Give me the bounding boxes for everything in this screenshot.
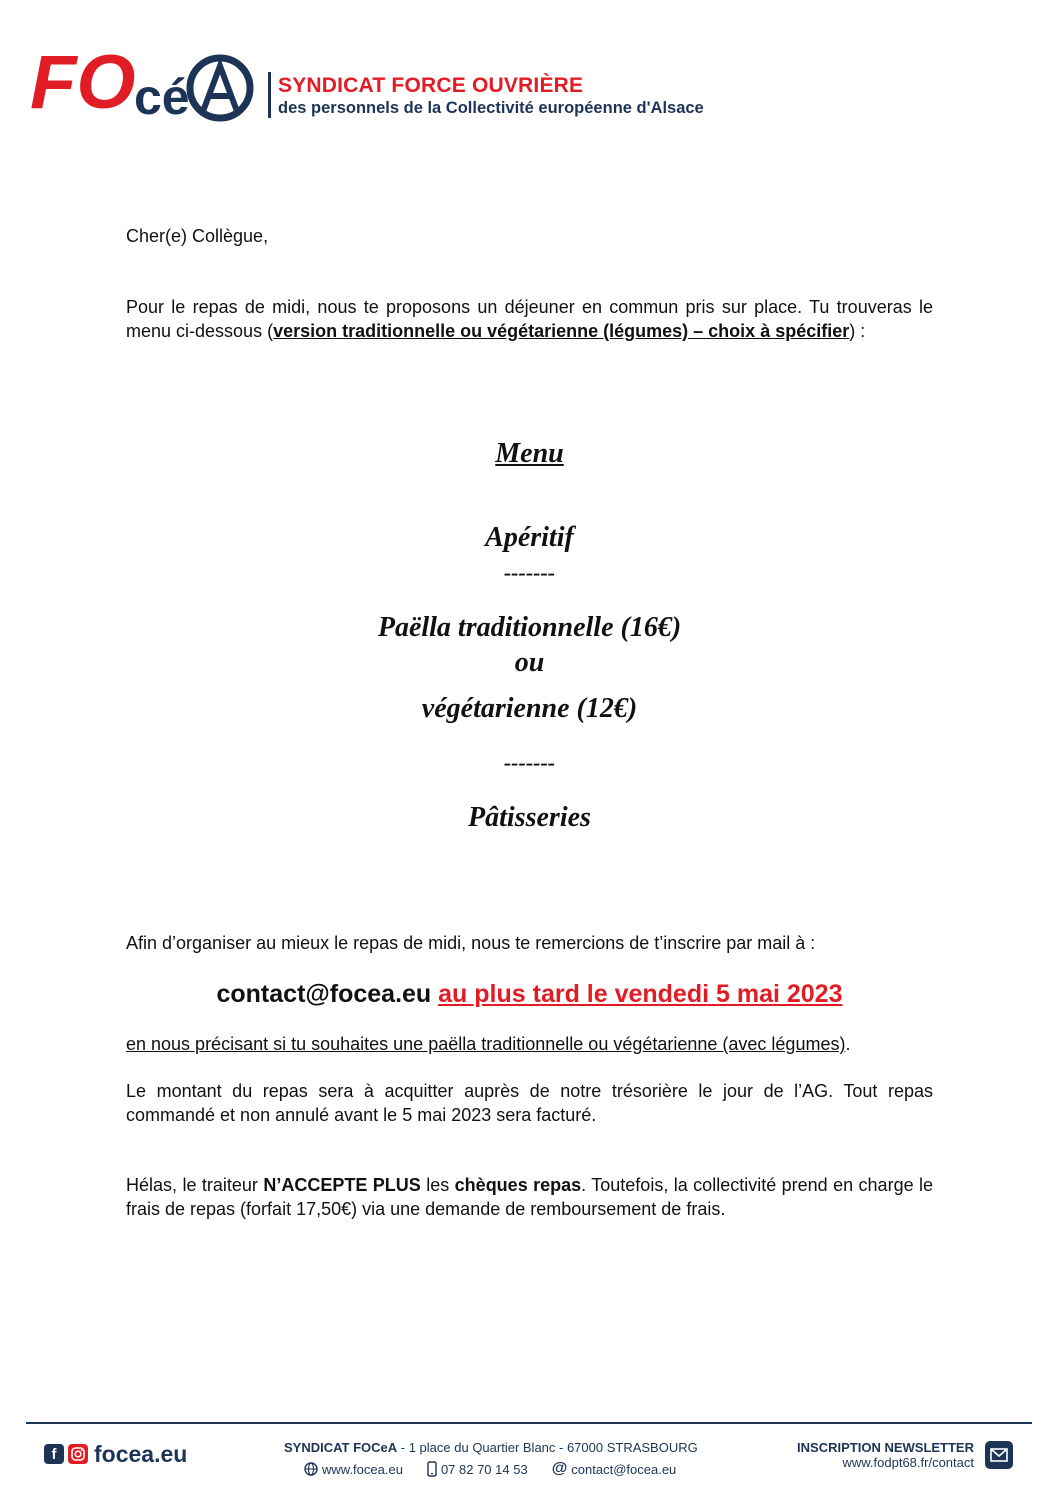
menu-main-traditional: Paëlla traditionnelle (16€) [377, 612, 682, 643]
svg-text:FO: FO [30, 40, 136, 122]
newsletter-title: INSCRIPTION NEWSLETTER [797, 1440, 974, 1455]
menu-or: ou [514, 647, 545, 678]
footer-newsletter [786, 1440, 974, 1470]
phone-icon [427, 1461, 437, 1477]
menu-title: Menu [495, 438, 564, 469]
menu-dessert: Pâtisseries [468, 802, 591, 833]
footer-contact-block [284, 1440, 744, 1478]
footer-divider [26, 1422, 1032, 1424]
footer-address: - 1 place du Quartier Blanc - 67000 STRASBOURG [397, 1440, 698, 1455]
menu-main-vegetarian: végétarienne (12€) [421, 693, 638, 724]
contact-line [126, 978, 933, 1010]
meal-vouchers: chèques repas [454, 1175, 582, 1195]
envelope-icon[interactable] [985, 1441, 1013, 1469]
header-title: SYNDICAT FORCE OUVRIÈRE [278, 74, 584, 97]
greeting: Cher(e) Collègue, [126, 226, 269, 246]
intro-end: ) : [849, 321, 866, 341]
instagram-icon[interactable] [68, 1444, 88, 1464]
newsletter-url[interactable]: www.fodpt68.fr/contact [842, 1455, 974, 1470]
footer-web[interactable]: www.focea.eu [322, 1461, 403, 1477]
header-separator [268, 72, 271, 118]
footer-email[interactable]: contact@focea.eu [571, 1461, 677, 1477]
intro-text: Pour le repas de midi, nous te proposons un déjeuner en commun pris sur place. Tu trouveras le menu ci-dessous ( [126, 297, 933, 341]
payment-paragraph: Le montant du repas sera à acquitter auprès de notre trésorière le jour de l’AG. Tout repas commandé et non annulé avant le 5 mai 2023 sera facturé. [126, 1081, 933, 1125]
menu-aperitif: Apéritif [485, 522, 574, 553]
menu-separator-2: ------- [503, 750, 556, 775]
registration-precision: en nous précisant si tu souhaites une paëlla traditionnelle ou végétarienne (avec légumes). [126, 1034, 851, 1054]
intro-paragraph [126, 295, 933, 343]
no-longer-accepts: N’ACCEPTE PLUS [263, 1175, 421, 1195]
menu-choice-note: version traditionnelle ou végétarienne (légumes) – choix à spécifier [273, 321, 850, 341]
footer-site[interactable]: focea.eu [94, 1440, 188, 1467]
header-subtitle: des personnels de la Collectivité européenne d'Alsace [278, 99, 704, 117]
registration-intro: Afin d’organiser au mieux le repas de midi, nous te remercions de t’inscrire par mail à : [126, 933, 816, 953]
contact-email[interactable]: contact@focea.eu [216, 980, 432, 1008]
footer-phone[interactable]: 07 82 70 14 53 [440, 1461, 528, 1477]
svg-text:cé: cé [134, 69, 190, 122]
focea-logo [30, 30, 255, 122]
footer-social [44, 1441, 187, 1467]
globe-icon [304, 1462, 318, 1476]
cheques-paragraph: Hélas, le traiteur N’ACCEPTE PLUS les chèques repas. Toutefois, la collectivité prend en charge le frais de repas (forfait 17,50€) via une demande de remboursement de frais. [126, 1175, 934, 1219]
menu-separator-1: ------- [503, 560, 556, 585]
facebook-icon[interactable]: f [44, 1444, 64, 1464]
at-icon: @ [551, 1460, 568, 1477]
footer-org-name: SYNDICAT FOCeA [284, 1440, 398, 1455]
registration-deadline: au plus tard le vendedi 5 mai 2023 [438, 980, 843, 1008]
